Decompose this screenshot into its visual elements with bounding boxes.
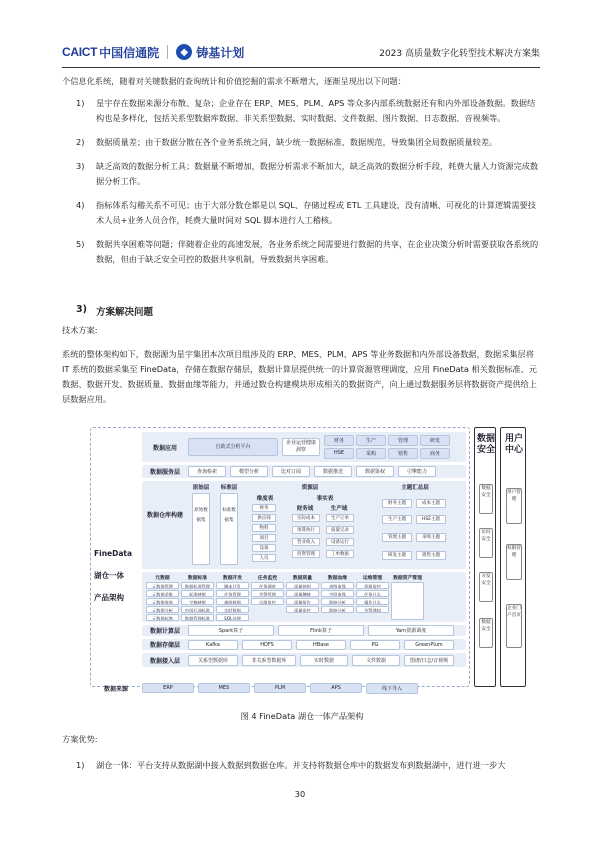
layer-label: 数据仓库构建 — [146, 512, 183, 519]
topic-cell: 生产主题 — [382, 515, 412, 524]
tool-cell: 影响分析 — [321, 606, 354, 613]
page-header — [62, 40, 540, 64]
tool-cell: 离线数据 — [216, 598, 249, 605]
facts-title: 事实表 — [316, 496, 334, 502]
list-text: 星宇存在数据来源分布散、复杂；企业存在 ERP、MES、PLM、APS 等众多内部系统数据还有和内外部设备数据。数据结构也是多样化，包括关系型数据库数据、非关系型数据、实时数据、文件数据、图片数据、日志数据、音视频等。 — [96, 98, 536, 123]
fact-cell: 预算执行 — [292, 526, 320, 534]
storage-item: PG — [350, 640, 400, 650]
fact-cell: 工单数据 — [326, 550, 354, 558]
app-grid-item: 研发 — [420, 435, 450, 446]
app-grid-item: 管理 — [388, 435, 418, 446]
app-grid-item: 生产 — [356, 435, 386, 446]
list-text: 指标体系勾稽关系不可见；由于大部分数仓都是以 SQL、存储过程或 ETL 工具建设，没有清晰、可视化的计算逻辑需要技术人员+业务人员合作，耗费大量时间对 SQL 脚本进行人工稽核。 — [96, 200, 536, 225]
tool-title: 数据开发 — [222, 576, 243, 581]
list-text: 湖仓一体：平台支持从数据湖中接入数据到数据仓库。并支持将数据仓库中的数据发布到数据湖中，进行进一步大 — [96, 760, 506, 770]
tool-cell: 标准映射 — [181, 590, 214, 597]
warehouse-col-title: 资源层 — [301, 485, 319, 491]
compute-item: Spark算子 — [188, 625, 274, 636]
fact-cell: 实际成本 — [292, 514, 320, 522]
tool-title: 运维管理 — [362, 576, 383, 581]
topic-cell: 财务主题 — [382, 499, 412, 508]
tool-cell: 任务日志 — [356, 590, 389, 597]
list-number: 1) — [76, 98, 85, 108]
ingest-item: 实时数据 — [300, 655, 348, 666]
layer-label: 数据存储层 — [149, 642, 180, 649]
tool-cell: 中国石油标准 — [181, 606, 214, 613]
list-item — [62, 237, 542, 267]
dim-cell: 人员 — [252, 554, 276, 562]
tool-cell: SQL处理 — [216, 614, 249, 621]
storage-item: Kafka — [188, 640, 238, 650]
app-layer — [142, 432, 466, 462]
tool-cell — [391, 582, 424, 620]
advantages-list — [62, 758, 542, 782]
tool-title: 数据资产管理 — [393, 576, 422, 581]
tool-cell: 任务调度 — [251, 582, 284, 589]
page-number: 30 — [294, 789, 306, 799]
header-divider — [62, 67, 540, 68]
source-item: PLM — [254, 683, 306, 693]
service-item: 查询检索 — [188, 466, 226, 477]
layer-label: 数据来源 — [103, 685, 128, 693]
app-grid-item: 财务 — [324, 435, 354, 446]
list-item — [62, 96, 542, 126]
tool-cell: 元数据查询 — [146, 598, 179, 605]
list-number: 4) — [76, 200, 85, 210]
topic-cell: 销售主题 — [416, 551, 446, 560]
tool-cell: 运维监控 — [251, 598, 284, 605]
tool-cell: 字典映射 — [181, 598, 214, 605]
service-item: 引擎能力 — [398, 466, 436, 477]
section-heading — [62, 304, 153, 318]
source-item: ERP — [142, 683, 194, 693]
tool-cell: 数据管理标准 — [181, 614, 214, 621]
list-number: 1) — [76, 760, 85, 770]
tool-cell: 影响分析 — [321, 598, 354, 605]
fact-cell: 设备运行 — [326, 538, 354, 546]
list-item — [62, 159, 542, 189]
section-number: 3) — [76, 304, 87, 315]
list-text: 缺乏高效的数据分析工具；数据量不断增加，数据分析需求不断加大，缺乏高效的数据分析手段，耗费大量人力资源完成数据分析工作。 — [96, 161, 539, 186]
section-title: 方案解决问题 — [96, 307, 154, 318]
service-item: 模型分析 — [230, 466, 268, 477]
tool-cell: 表级血缘 — [321, 582, 354, 589]
user-center-item: 用户管理 — [506, 488, 522, 524]
service-item: 数据鉴权 — [356, 466, 394, 477]
tool-cell: 元数据标签 — [146, 614, 179, 621]
security-item: 数据安全 — [479, 618, 493, 648]
app-grid — [324, 435, 450, 459]
tool-cell: 质量监控 — [286, 606, 319, 613]
topic-cell: 成本主题 — [416, 499, 446, 508]
tool-cell: 质量规则 — [286, 582, 319, 589]
app-grid-item: 销售 — [388, 448, 418, 459]
list-text: 数据质量差；由于数据分散在各个业务系统之间，缺少统一数据标准、数据规范，导致集团全局数据质量较差。 — [96, 137, 498, 147]
fact-cell: 质量记录 — [326, 526, 354, 534]
source-item: MES — [198, 683, 250, 693]
tool-cell: 实时数据 — [216, 606, 249, 613]
tool-title: 任务监控 — [257, 576, 278, 581]
tool-title: 数据血缘 — [327, 576, 348, 581]
logo-divider — [167, 45, 168, 59]
tech-label: 技术方案: — [62, 325, 98, 335]
tool-cell: 字段血缘 — [321, 590, 354, 597]
list-item — [62, 758, 542, 773]
warehouse-col-title: 标准层 — [220, 485, 238, 491]
dims-title: 维度表 — [256, 496, 274, 502]
tool-cell: 资源监控 — [356, 582, 389, 589]
tool-cell: 质量稽核 — [286, 590, 319, 597]
tool-title: 元数据 — [155, 576, 170, 581]
diagram-left-label — [94, 543, 134, 609]
problem-list — [62, 96, 542, 276]
storage-item: HDFS — [242, 640, 292, 650]
tool-cell: 元数据管理 — [146, 582, 179, 589]
dim-cell: 物料 — [252, 524, 276, 532]
list-item — [62, 135, 542, 150]
topic-cell: 研发主题 — [382, 551, 412, 560]
layer-label: 数据接入层 — [149, 657, 180, 665]
fact-cell: 投资管理 — [292, 550, 320, 558]
facts-sub: 财务域 — [296, 506, 314, 512]
app-grid-item: 采购 — [356, 448, 386, 459]
security-item: 数据安全 — [479, 484, 493, 514]
architecture-diagram — [90, 427, 528, 695]
tool-title: 数据质量 — [292, 576, 313, 581]
facts-sub: 生产域 — [330, 506, 348, 512]
caict-logo: CAICT — [62, 45, 98, 59]
list-text: 数据共享困难等问题；伴随着企业的高速发展，各业务系统之间需要进行数据的共享，在企业决策分析时需要获取各系统的数据，但由于缺乏安全可控的数据共享机制，导致数据共享困难。 — [96, 239, 539, 264]
topic-cell: 管理主题 — [382, 533, 412, 542]
document-title: 2023 高质量数字化转型技术解决方案集 — [379, 48, 540, 59]
storage-layer — [142, 639, 466, 650]
app-item: 自助式分析平台 — [188, 438, 278, 456]
ingest-layer — [142, 653, 466, 667]
storage-item: HBase — [296, 640, 346, 650]
tool-cell: 告警通知 — [356, 606, 389, 613]
left-label-line: FineData — [94, 549, 133, 558]
app-grid-item: HSE — [324, 448, 354, 459]
tool-cell: 元数据采集 — [146, 590, 179, 597]
advantages-label: 方案优势: — [62, 734, 98, 744]
ingest-item: 关系型数据库 — [188, 655, 238, 666]
security-item: 访问安全 — [479, 528, 493, 558]
compute-item: Flink算子 — [278, 625, 364, 636]
source-item: 线下导入 — [366, 683, 418, 694]
layer-label: 数据服务层 — [149, 469, 180, 476]
source-layer — [90, 681, 470, 695]
tool-title: 数据标准 — [187, 576, 208, 581]
list-item — [62, 198, 542, 228]
std-dataset: 标准数据集 — [220, 493, 238, 565]
tool-cell: 操作日志 — [356, 598, 389, 605]
tool-cell: 元数据分析 — [146, 606, 179, 613]
list-number: 3) — [76, 161, 85, 171]
app-item: 企业运营健康洞察 — [282, 438, 320, 456]
user-center-item: 权限管理 — [506, 544, 522, 580]
dim-cell: 项目 — [252, 534, 276, 542]
caict-logo-cn: 中国信通院 — [99, 45, 160, 60]
layer-label: 数据应用 — [152, 444, 177, 452]
zhuji-logo-text: 铸基计划 — [196, 45, 245, 60]
user-center-column — [500, 427, 526, 687]
tool-cell: 告警管理 — [251, 590, 284, 597]
fact-cell: 生产订单 — [326, 514, 354, 522]
security-column — [474, 427, 496, 687]
zhuji-logo-icon: ◆ — [176, 44, 192, 60]
tool-cell: 数据标准管理 — [181, 582, 214, 589]
user-center-item: 企业门户首页 — [506, 604, 522, 648]
topic-cell: 采购主题 — [416, 533, 446, 542]
raw-dataset: 原始数据集 — [192, 493, 210, 565]
security-title: 数据安全 — [476, 434, 495, 455]
tool-cell: 质量报告 — [286, 598, 319, 605]
app-grid-item: 商务 — [420, 448, 450, 459]
ingest-item: 图谱/日志/音视频 — [404, 655, 454, 666]
user-center-title: 用户中心 — [504, 434, 523, 455]
dim-cell: 财务 — [252, 504, 276, 512]
left-label-line: 产品架构 — [94, 593, 124, 602]
source-item: APS — [310, 683, 362, 693]
tool-cell: 脚本开发 — [216, 582, 249, 589]
warehouse-col-title: 主题汇总层 — [401, 485, 429, 491]
tool-cell: 任务管理 — [216, 590, 249, 597]
compute-layer — [142, 625, 466, 636]
compute-item: Yarn资源调度 — [368, 625, 454, 636]
warehouse-col-title: 原始层 — [192, 485, 210, 491]
security-item: 分发安全 — [479, 572, 493, 602]
list-number: 5) — [76, 239, 85, 249]
ingest-item: 非关系型数据库 — [242, 655, 296, 666]
service-layer — [142, 465, 466, 478]
ingest-item: 文件数据 — [352, 655, 400, 666]
intro-paragraph: 个信息化系统，随着对关键数据的查询统计和价值挖掘的需求不断增大，逐渐呈现出以下问题： — [62, 76, 406, 86]
figure-caption: 图 4 FineData 湖仓一体产品架构 — [240, 711, 364, 721]
service-item: 比对订阅 — [272, 466, 310, 477]
dim-cell: 设备 — [252, 544, 276, 552]
tech-paragraph: 系统的整体架构如下，数据源为星宇集团本次项目组涉及的 ERP、MES、PLM、APS 等业务数据和内外部设备数据，数据采集层将 IT 系统的数据采集至 FineData，存储在数据存储层，数据计算层提供统一的计算资源管理调度，应用 FineData 相关数据标准、元数据、数据开发、数据质量、数据血缘等能力，并通过数仓构建模块形成相关的数据资产，向上通过数据服务层将数据资产提供给上层数据应用。 — [62, 349, 537, 404]
layer-label: 数据计算层 — [149, 628, 180, 635]
topic-cell: HSE主题 — [416, 515, 446, 524]
service-item: 数据推送 — [314, 466, 352, 477]
list-number: 2) — [76, 137, 85, 147]
fact-cell: 营业收入 — [292, 538, 320, 546]
dim-cell: 供应商 — [252, 514, 276, 522]
storage-item: GreenPlum — [404, 640, 454, 650]
left-label-line: 湖仓一体 — [94, 571, 124, 580]
